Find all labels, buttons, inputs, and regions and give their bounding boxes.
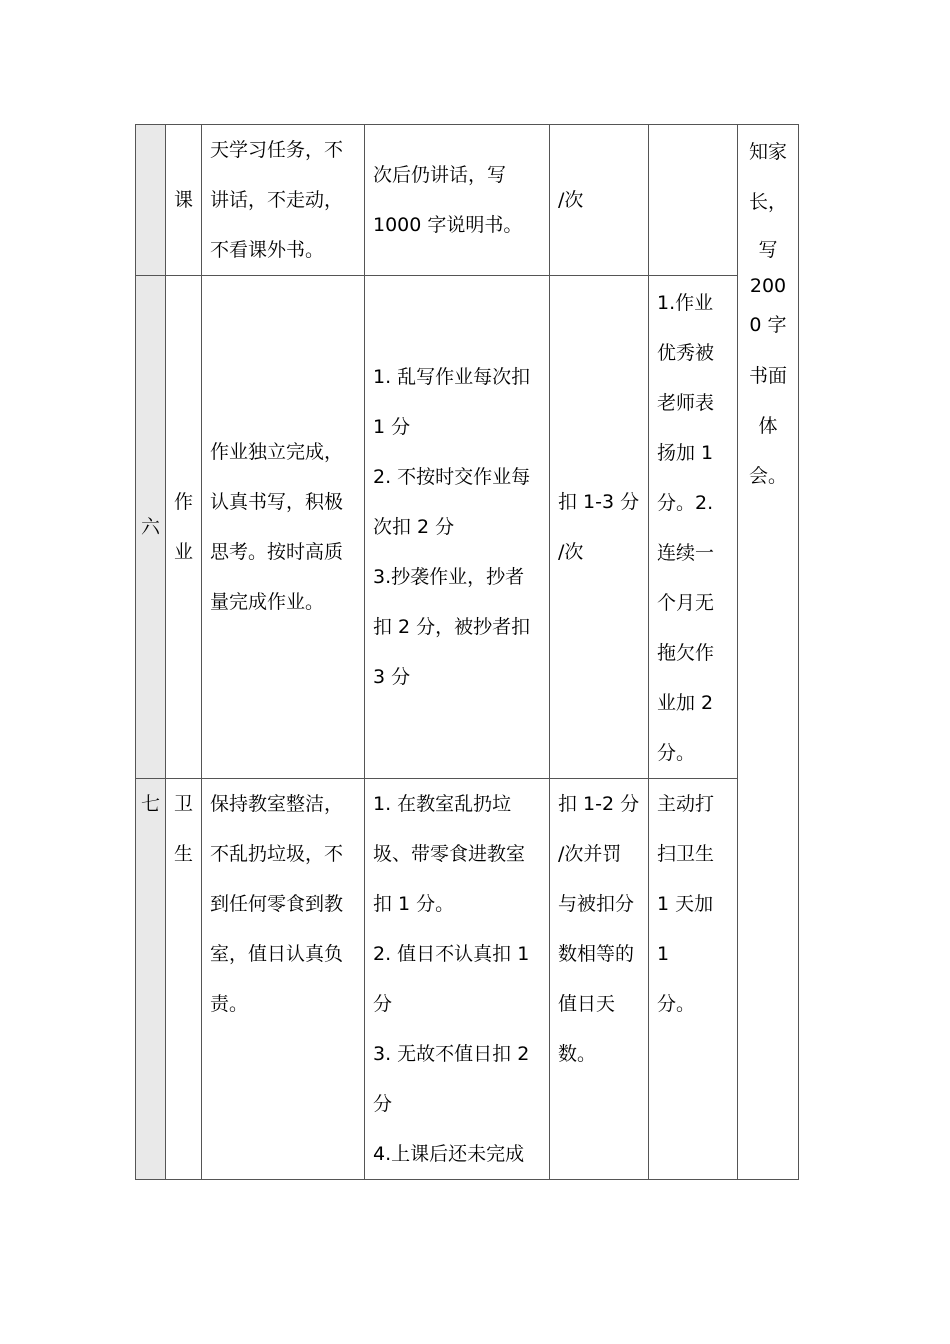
requirement-line: 室，值日认真负 xyxy=(210,943,344,965)
bonus-line: 分。 xyxy=(657,993,696,1015)
deduction-line: 4.上课后还未完成 xyxy=(373,1143,525,1165)
bonus-line: 主动打 xyxy=(657,793,715,815)
item-text: 作 xyxy=(173,491,193,513)
requirement-cell xyxy=(202,125,365,276)
penalty-cell xyxy=(550,276,649,779)
row-number-cell: 六 xyxy=(136,276,166,779)
row-number-cell: 七 xyxy=(136,779,166,1180)
table-row xyxy=(136,779,799,1180)
item-text: 业 xyxy=(173,541,193,563)
deduction-line: 次后仍讲话，写 xyxy=(373,164,507,186)
bonus-cell xyxy=(649,779,738,1180)
remark-line: 书面 xyxy=(748,365,787,387)
deduction-line: 分 xyxy=(373,993,393,1015)
penalty-line: 扣 1-3 分 xyxy=(558,491,640,513)
deduction-line: 2. 值日不认真扣 1 xyxy=(373,943,530,965)
deduction-line: 扣 2 分，被抄者扣 xyxy=(373,616,531,638)
bonus-line: 分。2. xyxy=(657,492,714,514)
bonus-line: 个月无 xyxy=(657,592,715,614)
requirement-line: 不看课外书。 xyxy=(210,239,325,261)
remark-line: 体 xyxy=(758,415,778,437)
requirement-cell xyxy=(202,779,365,1180)
item-text: 卫 xyxy=(173,793,193,815)
penalty-line: 值日天 xyxy=(558,993,616,1015)
remark-line: 知家 xyxy=(748,141,787,163)
deduction-line: 3. 无故不值日扣 2 xyxy=(373,1043,530,1065)
requirement-cell xyxy=(202,276,365,779)
bonus-line: 优秀被 xyxy=(657,342,715,364)
bonus-line: 1 天加 1 xyxy=(657,893,714,965)
deduction-cell xyxy=(365,125,550,276)
penalty-line: 数。 xyxy=(558,1043,597,1065)
deduction-line: 3.抄袭作业，抄者 xyxy=(373,566,525,588)
deduction-cell xyxy=(365,276,550,779)
bonus-line: 老师表 xyxy=(657,392,715,414)
rules-table xyxy=(135,124,799,1180)
remark-line: 长， xyxy=(748,191,787,213)
requirement-line: 量完成作业。 xyxy=(210,591,325,613)
deduction-line: 1000 字说明书。 xyxy=(373,214,523,236)
deduction-cell xyxy=(365,779,550,1180)
deduction-line: 1. 在教室乱扔垃 xyxy=(373,793,512,815)
requirement-line: 到任何零食到教 xyxy=(210,893,344,915)
penalty-cell xyxy=(550,779,649,1180)
bonus-line: 分。 xyxy=(657,742,696,764)
bonus-line: 扫卫生 xyxy=(657,843,715,865)
bonus-cell xyxy=(649,125,738,276)
bonus-line: 连续一 xyxy=(657,542,715,564)
remark-line: 写 xyxy=(758,239,778,261)
bonus-cell xyxy=(649,276,738,779)
requirement-line: 保持教室整洁， xyxy=(210,793,344,815)
deduction-line: 1 分 xyxy=(373,416,411,438)
requirement-line: 讲话，不走动， xyxy=(210,189,344,211)
deduction-line: 1. 乱写作业每次扣 xyxy=(373,366,531,388)
penalty-line: /次 xyxy=(558,189,584,211)
item-cell xyxy=(166,125,202,276)
item-cell xyxy=(166,276,202,779)
row-number-cell xyxy=(136,125,166,276)
deduction-line: 圾、带零食进教室 xyxy=(373,843,526,865)
table-row xyxy=(136,125,799,276)
bonus-line: 拖欠作 xyxy=(657,642,715,664)
penalty-line: 扣 1-2 分 xyxy=(558,793,640,815)
requirement-line: 作业独立完成， xyxy=(210,441,344,463)
requirement-line: 思考。按时高质 xyxy=(210,541,344,563)
requirement-line: 责。 xyxy=(210,993,249,1015)
penalty-line: 与被扣分 xyxy=(558,893,635,915)
penalty-line: /次并罚 xyxy=(558,843,622,865)
item-text: 生 xyxy=(173,843,193,865)
bonus-line: 1.作业 xyxy=(657,292,714,314)
deduction-line: 扣 1 分。 xyxy=(373,893,455,915)
deduction-line: 分 xyxy=(373,1093,393,1115)
bonus-line: 扬加 1 xyxy=(657,442,714,464)
deduction-line: 次扣 2 分 xyxy=(373,516,455,538)
penalty-cell xyxy=(550,125,649,276)
remark-line: 会。 xyxy=(748,465,787,487)
item-cell xyxy=(166,779,202,1180)
penalty-line: /次 xyxy=(558,541,584,563)
penalty-line: 数相等的 xyxy=(558,943,635,965)
deduction-line: 2. 不按时交作业每 xyxy=(373,466,531,488)
deduction-line: 3 分 xyxy=(373,666,411,688)
remark-line: 200 xyxy=(749,275,787,297)
item-text: 课 xyxy=(173,189,193,211)
requirement-line: 天学习任务，不 xyxy=(210,139,344,161)
remark-cell xyxy=(738,125,799,1180)
requirement-line: 不乱扔垃圾，不 xyxy=(210,843,344,865)
remark-line: 0 字 xyxy=(749,314,787,336)
requirement-line: 认真书写，积极 xyxy=(210,491,344,513)
bonus-line: 业加 2 xyxy=(657,692,714,714)
table-row xyxy=(136,276,799,779)
